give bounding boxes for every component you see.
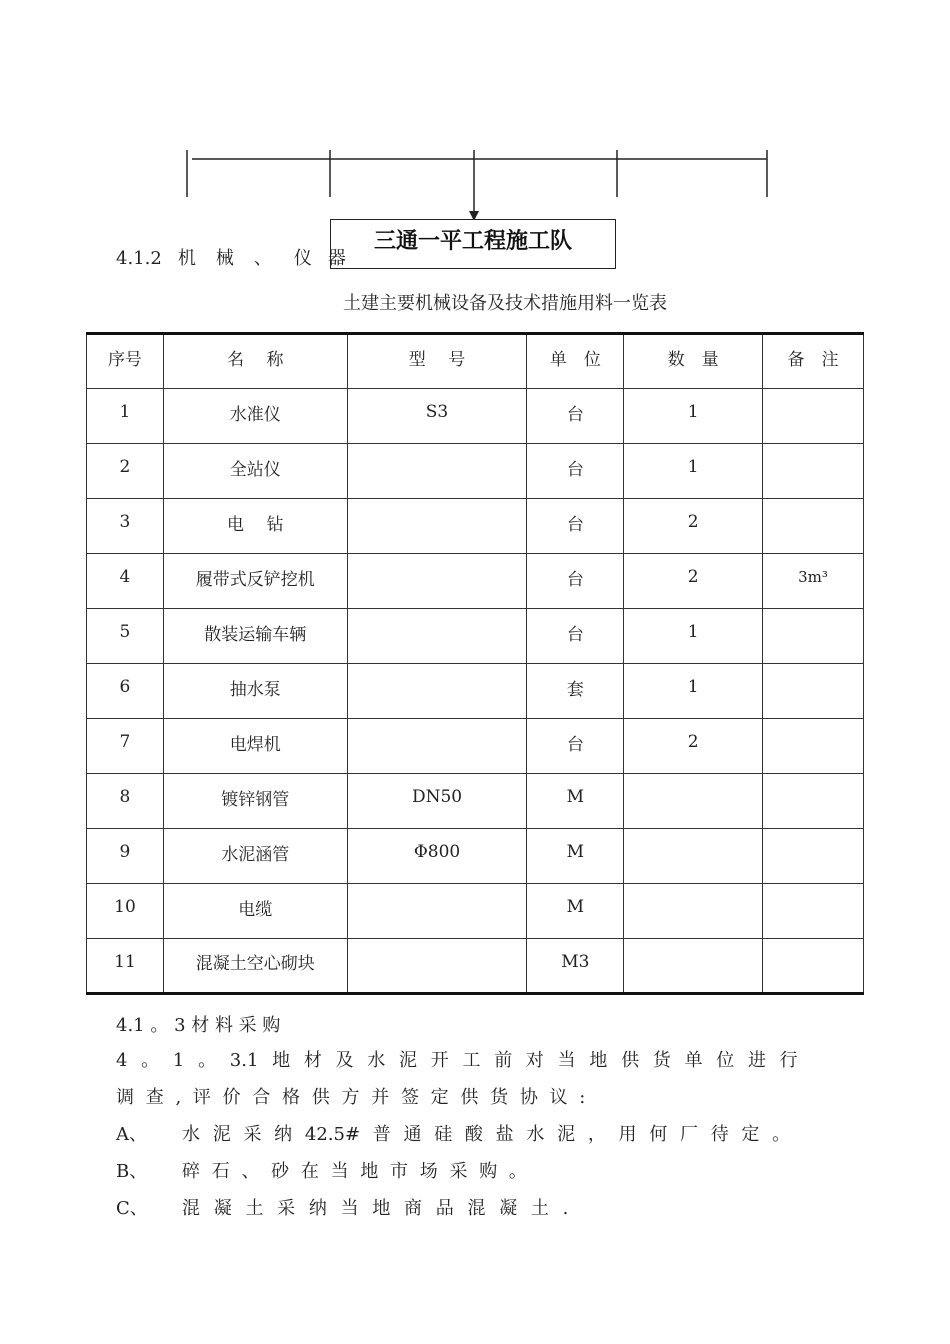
- cell-quantity: 1: [624, 444, 763, 499]
- list-text: 混 凝 土 采 纳 当 地 商 品 混 凝 土 .: [182, 1198, 569, 1219]
- cell-unit: 台: [527, 444, 624, 499]
- cell-model: [347, 609, 527, 664]
- cell-model: [347, 499, 527, 554]
- list-item-b: [116, 1157, 527, 1183]
- cell-quantity: 2: [624, 499, 763, 554]
- list-label: B、: [116, 1161, 148, 1182]
- cell-quantity: 1: [624, 389, 763, 444]
- cell-model: [347, 884, 527, 939]
- cell-remark: [763, 444, 864, 499]
- cell-remark: [763, 774, 864, 829]
- list-item-a: [116, 1120, 790, 1146]
- cell-unit: M3: [527, 939, 624, 994]
- cell-index: 1: [87, 389, 164, 444]
- cell-remark: [763, 939, 864, 994]
- cell-index: 5: [87, 609, 164, 664]
- org-box-construction-team: [330, 219, 616, 269]
- table-row: [87, 939, 864, 994]
- header-cell: 单 位: [527, 334, 624, 389]
- list-text: 碎 石 、 砂 在 当 地 市 场 采 购 。: [182, 1161, 527, 1182]
- cell-quantity: [624, 884, 763, 939]
- header-cell: 数 量: [624, 334, 763, 389]
- header-cell: 型 号: [347, 334, 527, 389]
- cell-unit: 台: [527, 389, 624, 444]
- header-cell: 序号: [87, 334, 164, 389]
- org-box-label: 三通一平工程施工队: [373, 228, 572, 254]
- table-row: [87, 499, 864, 554]
- cell-unit: 台: [527, 499, 624, 554]
- cell-name: 混凝土空心砌块: [163, 939, 347, 994]
- table-row: [87, 389, 864, 444]
- cell-index: 9: [87, 829, 164, 884]
- cell-name: 履带式反铲挖机: [163, 554, 347, 609]
- list-label: C、: [116, 1198, 148, 1219]
- cell-index: 3: [87, 499, 164, 554]
- cell-unit: 台: [527, 609, 624, 664]
- paragraph-line: 调 查 , 评 价 合 格 供 方 并 签 定 供 货 协 议 :: [116, 1087, 586, 1108]
- cell-unit: M: [527, 884, 624, 939]
- cell-quantity: [624, 774, 763, 829]
- cell-remark: [763, 609, 864, 664]
- cell-index: 8: [87, 774, 164, 829]
- cell-model: [347, 664, 527, 719]
- list-text: 水 泥 采 纳 42.5# 普 通 硅 酸 盐 水 泥 ， 用 何 厂 待 定 。: [182, 1124, 791, 1145]
- equipment-table: [86, 332, 864, 995]
- cell-name: 水泥涵管: [163, 829, 347, 884]
- section-number: 4.1.2: [116, 248, 162, 269]
- cell-index: 2: [87, 444, 164, 499]
- cell-name: 抽水泵: [163, 664, 347, 719]
- cell-quantity: [624, 939, 763, 994]
- cell-quantity: 1: [624, 609, 763, 664]
- cell-model: [347, 719, 527, 774]
- cell-model: DN50: [347, 774, 527, 829]
- cell-index: 4: [87, 554, 164, 609]
- cell-remark: 3m³: [763, 554, 864, 609]
- cell-remark: [763, 829, 864, 884]
- cell-remark: [763, 389, 864, 444]
- table-row: [87, 664, 864, 719]
- cell-unit: 套: [527, 664, 624, 719]
- cell-remark: [763, 664, 864, 719]
- cell-model: [347, 939, 527, 994]
- cell-name: 水准仪: [163, 389, 347, 444]
- cell-model: [347, 444, 527, 499]
- cell-remark: [763, 884, 864, 939]
- table-row: [87, 774, 864, 829]
- header-cell: 备 注: [763, 334, 864, 389]
- table-row: [87, 444, 864, 499]
- cell-unit: M: [527, 774, 624, 829]
- table-header-row: [87, 334, 864, 389]
- cell-quantity: 1: [624, 664, 763, 719]
- org-chart: [0, 0, 950, 280]
- cell-model: S3: [347, 389, 527, 444]
- cell-quantity: 2: [624, 719, 763, 774]
- paragraph-line: 4 。 1 。 3.1 地 材 及 水 泥 开 工 前 对 当 地 供 货 单 位 进 行: [116, 1050, 798, 1071]
- table-row: [87, 719, 864, 774]
- cell-model: Φ800: [347, 829, 527, 884]
- cell-name: 镀锌钢管: [163, 774, 347, 829]
- header-cell: 名 称: [163, 334, 347, 389]
- cell-quantity: 2: [624, 554, 763, 609]
- section-heading: 4.1.2 机 械 、 仪 器: [116, 248, 346, 269]
- cell-quantity: [624, 829, 763, 884]
- table-row: [87, 884, 864, 939]
- cell-index: 7: [87, 719, 164, 774]
- cell-name: 电 钻: [163, 499, 347, 554]
- cell-remark: [763, 499, 864, 554]
- list-item-c: [116, 1194, 568, 1220]
- cell-index: 10: [87, 884, 164, 939]
- cell-remark: [763, 719, 864, 774]
- table-row: [87, 829, 864, 884]
- table-row: [87, 609, 864, 664]
- cell-unit: M: [527, 829, 624, 884]
- cell-index: 11: [87, 939, 164, 994]
- list-label: A、: [116, 1124, 147, 1145]
- cell-index: 6: [87, 664, 164, 719]
- cell-unit: 台: [527, 719, 624, 774]
- cell-name: 电焊机: [163, 719, 347, 774]
- table-title: 土建主要机械设备及技术措施用料一览表: [343, 293, 667, 314]
- cell-name: 散装运输车辆: [163, 609, 347, 664]
- subsection-heading: 4.1 。 3 材 料 采 购: [116, 1015, 281, 1036]
- cell-name: 全站仪: [163, 444, 347, 499]
- table-row: [87, 554, 864, 609]
- cell-model: [347, 554, 527, 609]
- cell-name: 电缆: [163, 884, 347, 939]
- cell-unit: 台: [527, 554, 624, 609]
